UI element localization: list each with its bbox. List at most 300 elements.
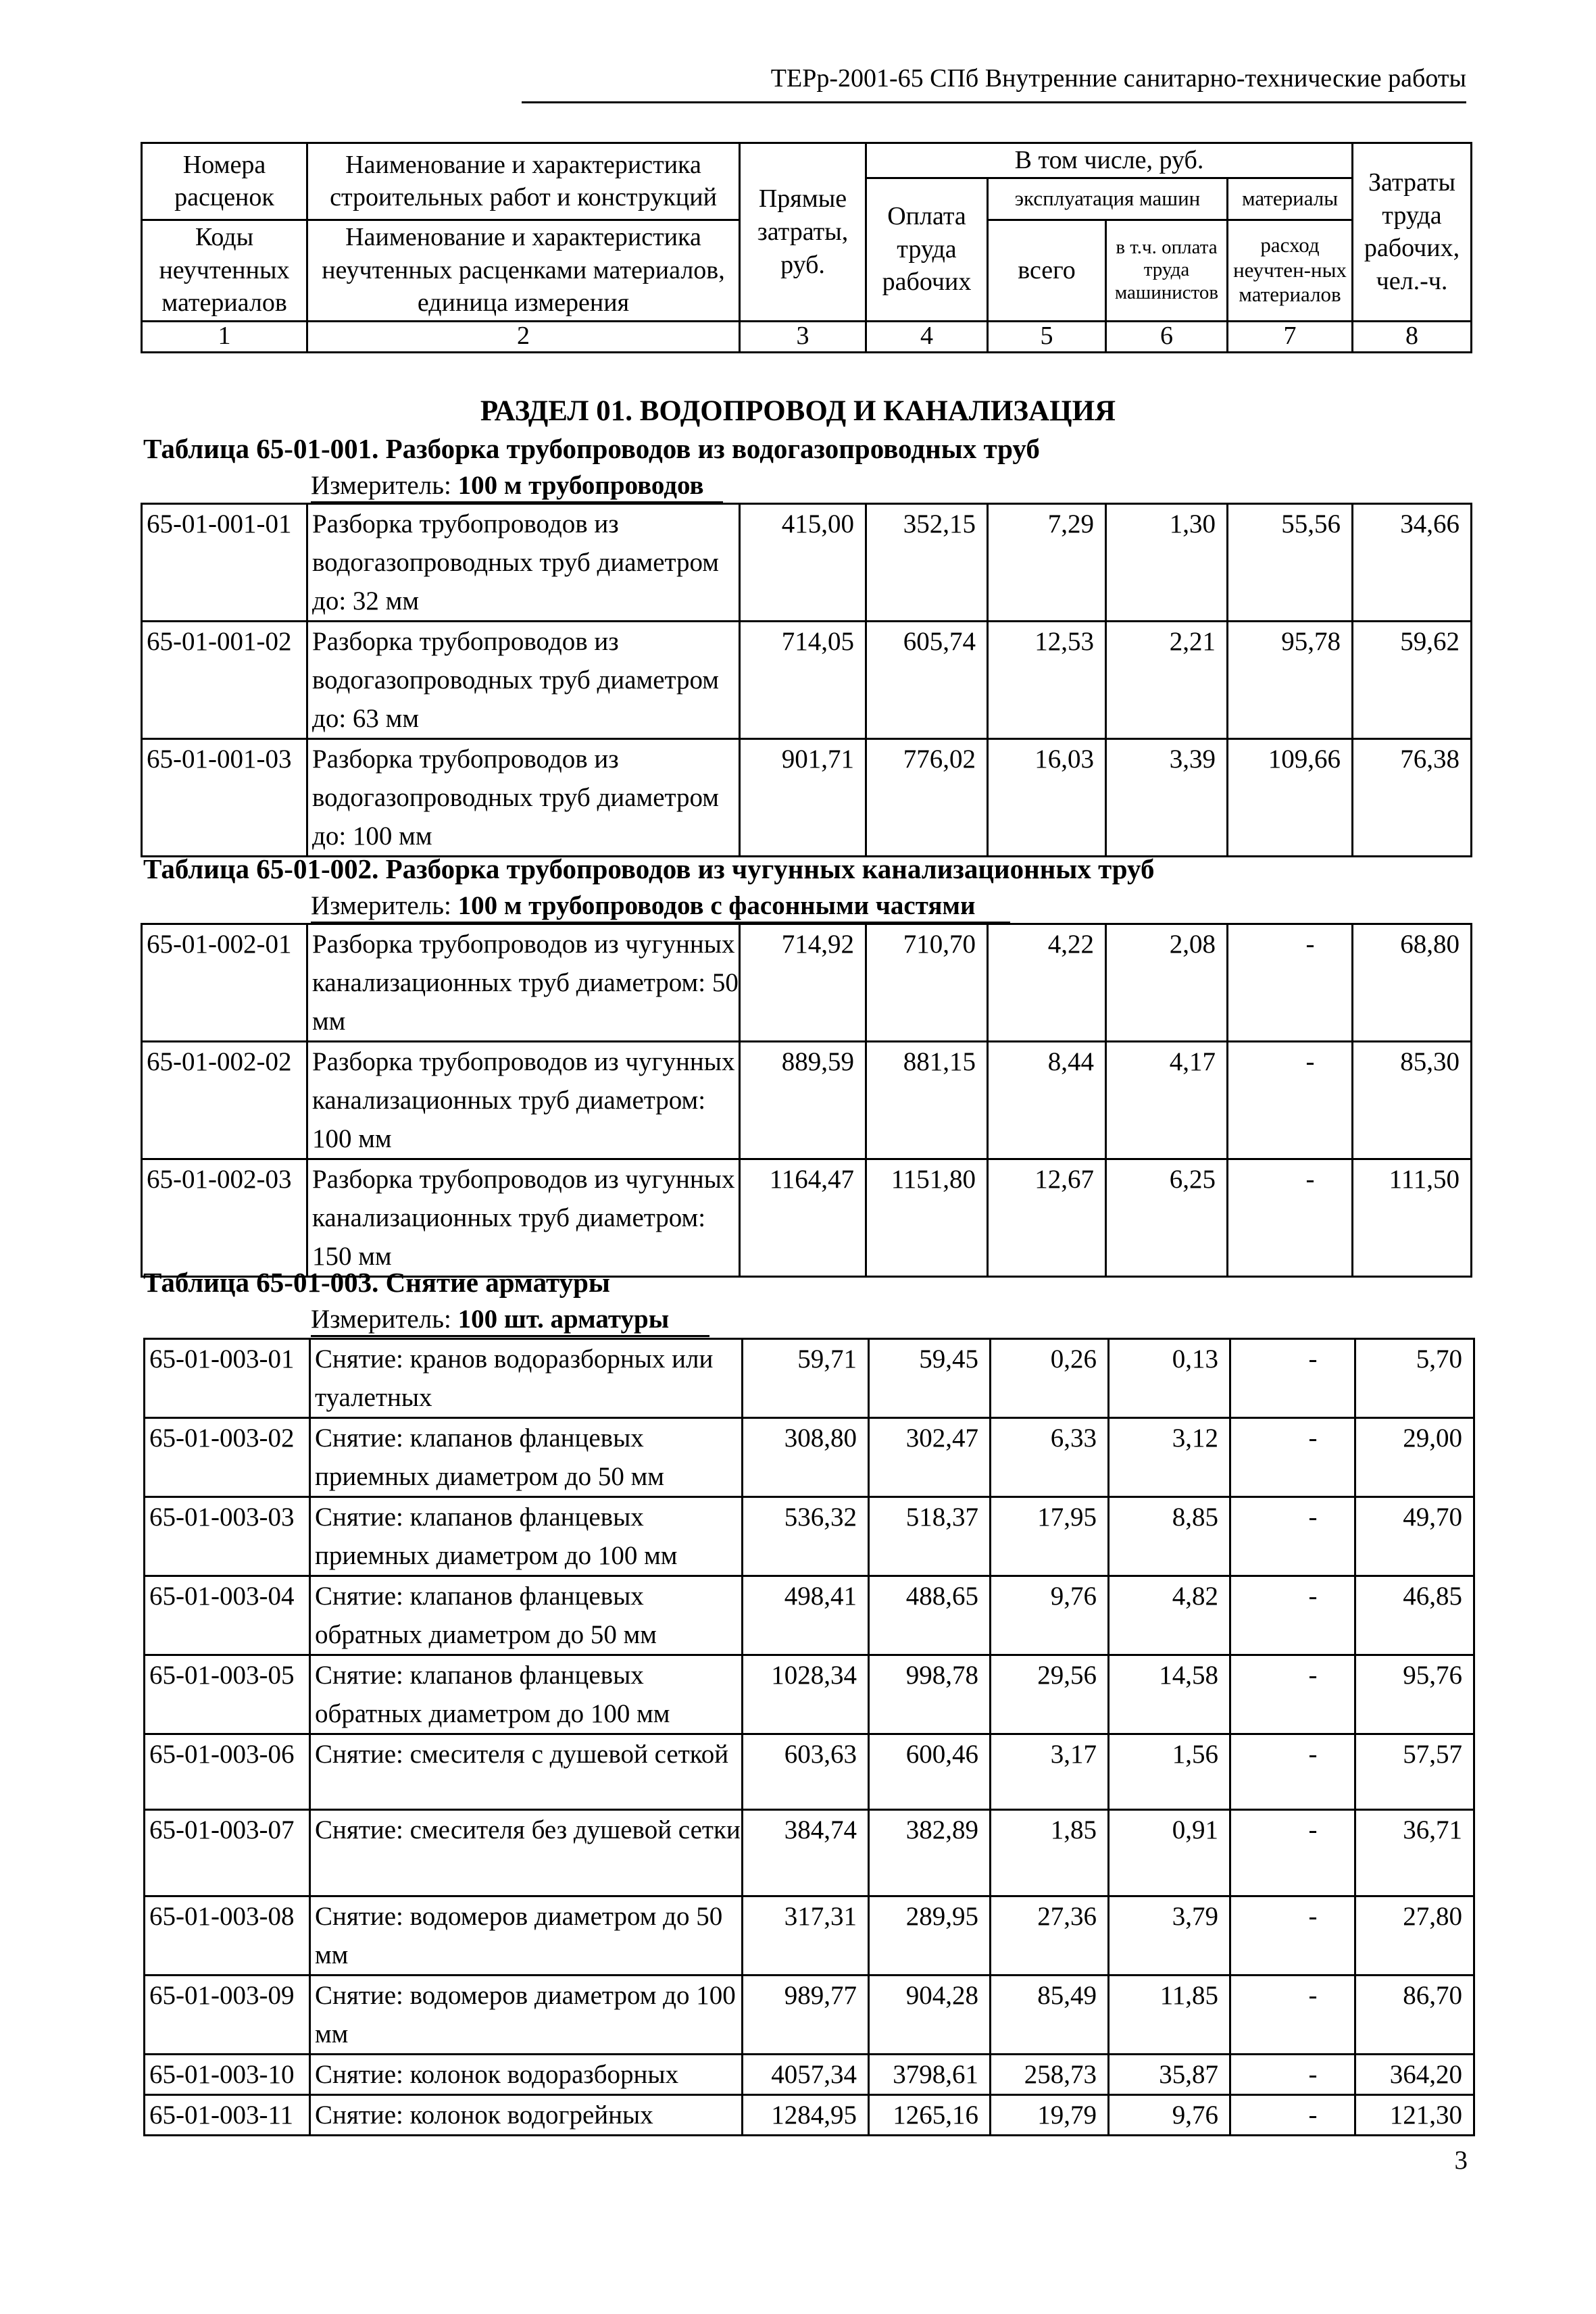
work-name: Разборка трубопроводов из водогазопроводных труб диаметром до: 32 мм <box>312 509 719 615</box>
materials-cell <box>1228 1159 1353 1277</box>
materials: - <box>1308 1344 1318 1374</box>
rate-code: 65-01-003-04 <box>149 1582 295 1611</box>
work-name: Снятие: смесителя с душевой сеткой <box>315 1740 729 1769</box>
operator-wages: 2,08 <box>1169 930 1216 959</box>
machine-total: 4,22 <box>1047 930 1094 959</box>
rate-code: 65-01-003-05 <box>149 1661 295 1690</box>
machine-total: 9,76 <box>1050 1582 1097 1611</box>
measure-line <box>311 1304 669 1334</box>
operator-wages-cell <box>1106 622 1228 739</box>
header-machine-total: всего <box>988 220 1106 321</box>
materials-cell <box>1228 924 1353 1042</box>
machine-total-cell <box>988 1042 1106 1159</box>
operator-wages-cell <box>1109 1655 1230 1734</box>
work-name: Разборка трубопроводов из чугунных канализационных труб диаметром: 100 мм <box>312 1047 735 1153</box>
direct-costs: 714,05 <box>781 627 854 656</box>
work-name-cell <box>310 1497 743 1576</box>
machine-total-cell <box>991 1576 1109 1655</box>
table-row <box>142 1042 1472 1159</box>
materials-cell <box>1228 739 1353 857</box>
table-title: Таблица 65-01-002. Разборка трубопроводов из чугунных канализационных труб <box>143 853 1155 884</box>
labor-costs: 29,00 <box>1403 1424 1462 1453</box>
table-row <box>142 1159 1472 1277</box>
rate-code: 65-01-001-03 <box>147 745 292 774</box>
direct-costs: 901,71 <box>781 745 854 774</box>
measure-underline <box>311 1335 709 1337</box>
labor-costs-cell <box>1355 1734 1474 1810</box>
measure-value: 100 шт. арматуры <box>457 1305 670 1334</box>
labor-costs-cell <box>1355 1896 1474 1976</box>
direct-costs: 603,63 <box>784 1740 857 1769</box>
direct-costs-cell <box>740 739 866 857</box>
operator-wages: 3,12 <box>1172 1424 1218 1453</box>
direct-costs-cell <box>743 1497 869 1576</box>
wages-cell <box>869 1339 991 1418</box>
operator-wages: 3,79 <box>1172 1902 1218 1931</box>
rate-code: 65-01-003-07 <box>149 1815 295 1844</box>
work-name: Разборка трубопроводов из водогазопроводных труб диаметром до: 100 мм <box>312 745 719 851</box>
wages: 1151,80 <box>891 1165 976 1194</box>
work-name: Снятие: клапанов фланцевых приемных диаметром до 100 мм <box>315 1503 678 1570</box>
materials-cell <box>1230 1497 1355 1576</box>
wages-cell <box>869 1976 991 2055</box>
rate-code-cell <box>142 1042 307 1159</box>
operator-wages-cell <box>1109 1576 1230 1655</box>
table-row <box>145 1734 1474 1810</box>
table-row <box>142 504 1472 622</box>
materials: - <box>1305 1047 1315 1076</box>
direct-costs: 498,41 <box>784 1582 857 1611</box>
labor-costs-cell <box>1353 622 1472 739</box>
wages: 59,45 <box>919 1344 978 1374</box>
operator-wages-cell <box>1109 2095 1230 2136</box>
machine-total-cell <box>988 1159 1106 1277</box>
rate-code: 65-01-003-03 <box>149 1503 295 1532</box>
materials-cell <box>1230 1655 1355 1734</box>
col-number: 3 <box>740 321 866 352</box>
work-name: Разборка трубопроводов из водогазопроводных труб диаметром до: 63 мм <box>312 627 719 733</box>
wages-cell <box>869 1810 991 1896</box>
work-name: Снятие: водомеров диаметром до 50 мм <box>315 1902 723 1969</box>
wages: 488,65 <box>905 1582 978 1611</box>
rate-code-cell <box>145 1976 310 2055</box>
wages: 3798,61 <box>893 2060 978 2089</box>
machine-total: 1,85 <box>1050 1815 1097 1844</box>
labor-costs: 36,71 <box>1403 1815 1462 1844</box>
table-row <box>145 1576 1474 1655</box>
labor-costs: 46,85 <box>1403 1582 1462 1611</box>
rate-code: 65-01-003-10 <box>149 2060 295 2089</box>
direct-costs-cell <box>743 2055 869 2095</box>
running-head: ТЕРр-2001-65 СПб Внутренние санитарно-технические работы <box>770 64 1466 93</box>
machine-total: 85,49 <box>1037 1981 1097 2010</box>
measure-line <box>311 890 975 921</box>
labor-costs: 85,30 <box>1400 1047 1460 1076</box>
materials-cell <box>1230 1734 1355 1810</box>
col-number: 6 <box>1106 321 1228 352</box>
wages-cell <box>866 504 988 622</box>
wages-cell <box>866 1159 988 1277</box>
measure-label: Измеритель: <box>311 1305 451 1334</box>
wages-cell <box>869 2055 991 2095</box>
machine-total-cell <box>991 1497 1109 1576</box>
measure-line <box>311 470 704 501</box>
work-name: Снятие: колонок водогрейных <box>315 2101 653 2130</box>
labor-costs: 59,62 <box>1400 627 1460 656</box>
rate-code: 65-01-003-02 <box>149 1424 295 1453</box>
wages: 518,37 <box>905 1503 978 1532</box>
machine-total-cell <box>991 1418 1109 1497</box>
labor-costs-cell <box>1353 504 1472 622</box>
rate-code-cell <box>145 1497 310 1576</box>
operator-wages: 0,91 <box>1172 1815 1218 1844</box>
labor-costs-cell <box>1355 1810 1474 1896</box>
operator-wages: 9,76 <box>1172 2101 1218 2130</box>
labor-costs: 121,30 <box>1389 2101 1462 2130</box>
operator-wages: 2,21 <box>1169 627 1216 656</box>
wages: 710,70 <box>903 930 976 959</box>
materials-cell <box>1230 1418 1355 1497</box>
work-name: Снятие: клапанов фланцевых приемных диаметром до 50 мм <box>315 1424 664 1491</box>
wages-cell <box>866 1042 988 1159</box>
work-name-cell <box>310 2055 743 2095</box>
operator-wages-cell <box>1106 739 1228 857</box>
wages: 605,74 <box>903 627 976 656</box>
rate-code-cell <box>145 1339 310 1418</box>
measure-label: Измеритель: <box>311 471 451 500</box>
operator-wages: 1,56 <box>1172 1740 1218 1769</box>
labor-costs: 364,20 <box>1389 2060 1462 2089</box>
materials: - <box>1308 2101 1318 2130</box>
work-name-cell <box>307 1159 740 1277</box>
measure-value: 100 м трубопроводов <box>457 471 704 500</box>
wages-cell <box>869 1576 991 1655</box>
rate-code: 65-01-002-03 <box>147 1165 292 1194</box>
labor-costs: 27,80 <box>1403 1902 1462 1931</box>
header-direct-costs: Прямые затраты, руб. <box>740 143 866 322</box>
col-number: 1 <box>142 321 307 352</box>
machine-total: 19,79 <box>1037 2101 1097 2130</box>
rate-code-cell <box>145 2095 310 2136</box>
labor-costs-cell <box>1355 1576 1474 1655</box>
machine-total-cell <box>988 622 1106 739</box>
labor-costs: 86,70 <box>1403 1981 1462 2010</box>
wages: 776,02 <box>903 745 976 774</box>
machine-total-cell <box>991 1339 1109 1418</box>
labor-costs-cell <box>1353 739 1472 857</box>
materials: - <box>1305 930 1315 959</box>
wages-cell <box>869 1734 991 1810</box>
measure-value: 100 м трубопроводов с фасонными частями <box>457 891 976 920</box>
rates-table <box>141 503 1472 857</box>
wages: 382,89 <box>905 1815 978 1844</box>
table-row <box>145 1976 1474 2055</box>
labor-costs-cell <box>1353 924 1472 1042</box>
wages: 881,15 <box>903 1047 976 1076</box>
column-header-table <box>141 142 1472 353</box>
direct-costs: 317,31 <box>784 1902 857 1931</box>
operator-wages-cell <box>1109 1339 1230 1418</box>
operator-wages-cell <box>1109 2055 1230 2095</box>
materials-cell <box>1230 1576 1355 1655</box>
work-name-cell <box>307 1042 740 1159</box>
machine-total-cell <box>991 1810 1109 1896</box>
rate-code: 65-01-003-08 <box>149 1902 295 1931</box>
direct-costs-cell <box>743 1655 869 1734</box>
work-name-cell <box>310 1734 743 1810</box>
wages-cell <box>869 1497 991 1576</box>
machine-total: 16,03 <box>1034 745 1094 774</box>
direct-costs-cell <box>740 504 866 622</box>
header-material-consumption: расход неучтен-ных материалов <box>1228 220 1353 321</box>
machine-total: 27,36 <box>1037 1902 1097 1931</box>
machine-total-cell <box>991 1734 1109 1810</box>
table-title: Таблица 65-01-001. Разборка трубопроводов из водогазопроводных труб <box>143 433 1040 464</box>
table-row <box>142 739 1472 857</box>
work-name-cell <box>310 1339 743 1418</box>
rate-code-cell <box>142 1159 307 1277</box>
direct-costs: 536,32 <box>784 1503 857 1532</box>
page-number: 3 <box>1454 2146 1468 2175</box>
operator-wages: 3,39 <box>1169 745 1216 774</box>
materials: - <box>1308 1582 1318 1611</box>
header-material-codes: Коды неучтенных материалов <box>142 220 307 321</box>
work-name-cell <box>307 739 740 857</box>
operator-wages-cell <box>1106 924 1228 1042</box>
rates-table <box>143 1338 1475 2136</box>
materials-cell <box>1230 1896 1355 1976</box>
machine-total: 12,53 <box>1034 627 1094 656</box>
machine-total: 258,73 <box>1024 2060 1097 2089</box>
materials-cell <box>1230 2055 1355 2095</box>
direct-costs: 1284,95 <box>771 2101 857 2130</box>
labor-costs-cell <box>1355 1655 1474 1734</box>
operator-wages-cell <box>1106 1159 1228 1277</box>
wages: 289,95 <box>905 1902 978 1931</box>
labor-costs: 111,50 <box>1389 1165 1460 1194</box>
materials-cell <box>1228 622 1353 739</box>
rate-code-cell <box>145 1810 310 1896</box>
labor-costs-cell <box>1355 2055 1474 2095</box>
rate-code-cell <box>142 924 307 1042</box>
materials: - <box>1305 1165 1315 1194</box>
wages: 904,28 <box>905 1981 978 2010</box>
machine-total: 12,67 <box>1034 1165 1094 1194</box>
section-title: РАЗДЕЛ 01. ВОДОПРОВОД И КАНАЛИЗАЦИЯ <box>480 395 1116 427</box>
header-machine-operation: эксплуатация машин <box>988 178 1228 220</box>
wages-cell <box>866 924 988 1042</box>
labor-costs-cell <box>1353 1042 1472 1159</box>
work-name-cell <box>310 1655 743 1734</box>
machine-total: 29,56 <box>1037 1661 1097 1690</box>
machine-total: 6,33 <box>1050 1424 1097 1453</box>
wages: 302,47 <box>905 1424 978 1453</box>
direct-costs-cell <box>743 2095 869 2136</box>
materials: - <box>1308 1424 1318 1453</box>
wages: 600,46 <box>905 1740 978 1769</box>
table-row <box>145 2055 1474 2095</box>
rate-code: 65-01-002-02 <box>147 1047 292 1076</box>
direct-costs: 1164,47 <box>769 1165 854 1194</box>
rate-code-cell <box>145 1418 310 1497</box>
wages: 998,78 <box>905 1661 978 1690</box>
work-name: Разборка трубопроводов из чугунных канализационных труб диаметром: 50 мм <box>312 930 739 1036</box>
direct-costs: 889,59 <box>781 1047 854 1076</box>
rates-table <box>141 923 1472 1278</box>
direct-costs-cell <box>743 1418 869 1497</box>
operator-wages-cell <box>1109 1418 1230 1497</box>
direct-costs-cell <box>743 1810 869 1896</box>
table-row <box>145 1655 1474 1734</box>
direct-costs: 415,00 <box>781 509 854 538</box>
machine-total: 7,29 <box>1047 509 1094 538</box>
wages-cell <box>866 739 988 857</box>
header-labor-costs: Затраты труда рабочих, чел.-ч. <box>1353 143 1472 322</box>
col-number: 5 <box>988 321 1106 352</box>
header-material-names: Наименование и характеристика неучтенных расценками материалов, единица измерения <box>307 220 740 321</box>
materials-cell <box>1230 1976 1355 2055</box>
rate-code-cell <box>145 1576 310 1655</box>
labor-costs-cell <box>1355 1497 1474 1576</box>
operator-wages: 4,82 <box>1172 1582 1218 1611</box>
wages-cell <box>866 622 988 739</box>
labor-costs: 34,66 <box>1400 509 1460 538</box>
materials: - <box>1308 1661 1318 1690</box>
measure-label: Измеритель: <box>311 891 451 920</box>
direct-costs: 989,77 <box>784 1981 857 2010</box>
labor-costs-cell <box>1355 1339 1474 1418</box>
operator-wages: 14,58 <box>1159 1661 1218 1690</box>
wages-cell <box>869 2095 991 2136</box>
table-title: Таблица 65-01-003. Снятие арматуры <box>143 1267 610 1298</box>
header-work-name: Наименование и характеристика строительных работ и конструкций <box>307 143 740 220</box>
rate-code: 65-01-003-09 <box>149 1981 295 2010</box>
work-name: Снятие: клапанов фланцевых обратных диаметром до 50 мм <box>315 1582 657 1649</box>
machine-total-cell <box>991 2055 1109 2095</box>
col-number: 8 <box>1353 321 1472 352</box>
work-name: Снятие: водомеров диаметром до 100 мм <box>315 1981 736 2048</box>
work-name-cell <box>310 1418 743 1497</box>
col-number: 4 <box>866 321 988 352</box>
materials: - <box>1308 1740 1318 1769</box>
materials: 109,66 <box>1268 745 1341 774</box>
materials-cell <box>1230 2095 1355 2136</box>
work-name-cell <box>310 1576 743 1655</box>
operator-wages: 0,13 <box>1172 1344 1218 1374</box>
rate-code: 65-01-003-06 <box>149 1740 295 1769</box>
machine-total-cell <box>991 1896 1109 1976</box>
labor-costs-cell <box>1355 2095 1474 2136</box>
labor-costs-cell <box>1355 1976 1474 2055</box>
table-row <box>145 1418 1474 1497</box>
table-row <box>142 924 1472 1042</box>
header-rate-number: Номера расценок <box>142 143 307 220</box>
materials: 95,78 <box>1281 627 1341 656</box>
materials: - <box>1308 1815 1318 1844</box>
work-name: Снятие: смесителя без душевой сетки <box>315 1815 741 1844</box>
rate-code: 65-01-001-02 <box>147 627 292 656</box>
work-name-cell <box>310 2095 743 2136</box>
direct-costs: 4057,34 <box>771 2060 857 2089</box>
col-number: 7 <box>1228 321 1353 352</box>
wages-cell <box>869 1418 991 1497</box>
direct-costs: 308,80 <box>784 1424 857 1453</box>
rate-code: 65-01-002-01 <box>147 930 292 959</box>
labor-costs: 57,57 <box>1403 1740 1462 1769</box>
table-row <box>145 1810 1474 1896</box>
work-name: Разборка трубопроводов из чугунных канализационных труб диаметром: 150 мм <box>312 1165 735 1271</box>
work-name-cell <box>310 1976 743 2055</box>
operator-wages-cell <box>1109 1896 1230 1976</box>
header-materials: материалы <box>1228 178 1353 220</box>
labor-costs-cell <box>1355 1418 1474 1497</box>
direct-costs-cell <box>740 1159 866 1277</box>
operator-wages: 6,25 <box>1169 1165 1216 1194</box>
machine-total: 8,44 <box>1047 1047 1094 1076</box>
materials-cell <box>1230 1810 1355 1896</box>
rate-code-cell <box>142 739 307 857</box>
machine-total-cell <box>988 504 1106 622</box>
direct-costs-cell <box>743 1976 869 2055</box>
materials: 55,56 <box>1281 509 1341 538</box>
operator-wages-cell <box>1106 1042 1228 1159</box>
operator-wages-cell <box>1109 1810 1230 1896</box>
operator-wages: 1,30 <box>1169 509 1216 538</box>
table-row <box>142 622 1472 739</box>
machine-total: 0,26 <box>1050 1344 1097 1374</box>
direct-costs: 714,92 <box>781 930 854 959</box>
work-name-cell <box>307 924 740 1042</box>
machine-total-cell <box>991 2095 1109 2136</box>
operator-wages-cell <box>1106 504 1228 622</box>
machine-total-cell <box>991 1976 1109 2055</box>
materials-cell <box>1228 1042 1353 1159</box>
materials-cell <box>1230 1339 1355 1418</box>
work-name: Снятие: клапанов фланцевых обратных диаметром до 100 мм <box>315 1661 670 1728</box>
direct-costs: 1028,34 <box>771 1661 857 1690</box>
machine-total: 17,95 <box>1037 1503 1097 1532</box>
work-name-cell <box>307 504 740 622</box>
rate-code-cell <box>145 1896 310 1976</box>
wages-cell <box>869 1896 991 1976</box>
wages: 352,15 <box>903 509 976 538</box>
materials: - <box>1308 1503 1318 1532</box>
wages-cell <box>869 1655 991 1734</box>
work-name: Снятие: кранов водоразборных или туалетных <box>315 1344 714 1412</box>
materials: - <box>1308 2060 1318 2089</box>
direct-costs-cell <box>740 622 866 739</box>
table-row <box>145 1497 1474 1576</box>
direct-costs-cell <box>743 1339 869 1418</box>
labor-costs: 5,70 <box>1416 1344 1462 1374</box>
direct-costs-cell <box>740 924 866 1042</box>
work-name-cell <box>310 1896 743 1976</box>
operator-wages: 35,87 <box>1159 2060 1218 2089</box>
direct-costs: 59,71 <box>797 1344 857 1374</box>
direct-costs-cell <box>743 1896 869 1976</box>
materials: - <box>1308 1902 1318 1931</box>
labor-costs: 49,70 <box>1403 1503 1462 1532</box>
rate-code: 65-01-003-11 <box>149 2101 294 2130</box>
col-number: 2 <box>307 321 740 352</box>
work-name: Снятие: колонок водоразборных <box>315 2060 679 2089</box>
labor-costs-cell <box>1353 1159 1472 1277</box>
direct-costs-cell <box>743 1734 869 1810</box>
labor-costs: 95,76 <box>1403 1661 1462 1690</box>
materials: - <box>1308 1981 1318 2010</box>
rate-code-cell <box>145 1734 310 1810</box>
header-rule <box>522 101 1466 103</box>
